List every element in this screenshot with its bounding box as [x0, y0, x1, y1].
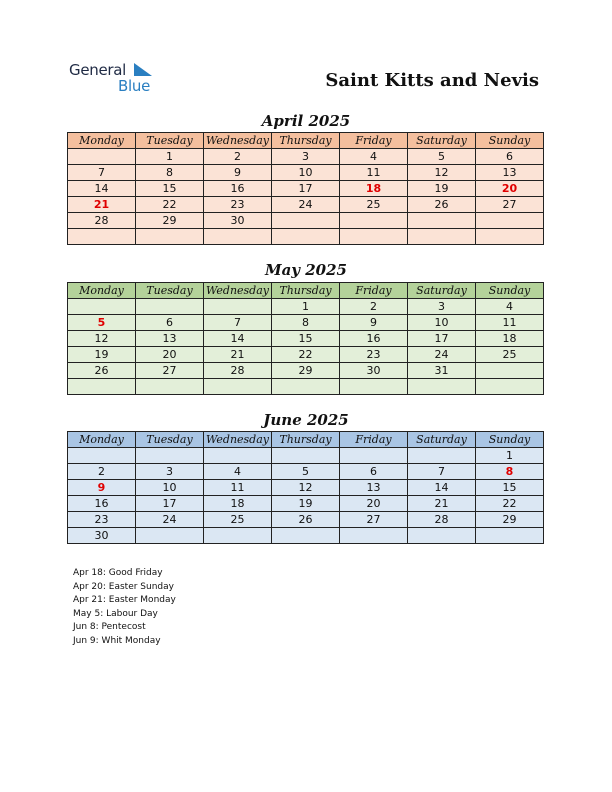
- day-cell: 24: [408, 347, 476, 363]
- day-cell: 22: [136, 197, 204, 213]
- week-row: [68, 347, 544, 363]
- weekday-header-friday: Friday: [340, 283, 408, 299]
- holiday-notes: [73, 567, 176, 648]
- day-cell: 17: [136, 496, 204, 512]
- day-cell: 27: [340, 512, 408, 528]
- day-cell: 6: [136, 315, 204, 331]
- day-cell: 7: [68, 165, 136, 181]
- weekday-header-saturday: Saturday: [408, 432, 476, 448]
- empty-day-cell: [408, 229, 476, 245]
- week-row: [68, 197, 544, 213]
- day-cell: 22: [272, 347, 340, 363]
- day-cell: 18: [476, 331, 544, 347]
- week-row: [68, 379, 544, 395]
- day-cell: 18: [340, 181, 408, 197]
- day-cell: 16: [68, 496, 136, 512]
- empty-day-cell: [204, 528, 272, 544]
- day-cell: 25: [340, 197, 408, 213]
- holiday-note: Jun 9: Whit Monday: [73, 635, 161, 646]
- week-row: [68, 448, 544, 464]
- day-cell: 3: [408, 299, 476, 315]
- empty-day-cell: [68, 299, 136, 315]
- day-cell: 21: [68, 197, 136, 213]
- generalblue-logo: [69, 61, 159, 97]
- day-cell: 26: [272, 512, 340, 528]
- day-cell: 9: [68, 480, 136, 496]
- day-cell: 17: [272, 181, 340, 197]
- day-cell: 4: [204, 464, 272, 480]
- day-cell: 13: [340, 480, 408, 496]
- day-cell: 14: [204, 331, 272, 347]
- day-cell: 8: [476, 464, 544, 480]
- day-cell: 13: [476, 165, 544, 181]
- day-cell: 3: [136, 464, 204, 480]
- day-cell: 21: [408, 496, 476, 512]
- day-cell: 2: [340, 299, 408, 315]
- weekday-header-monday: Monday: [68, 283, 136, 299]
- week-row: [68, 213, 544, 229]
- day-cell: 14: [408, 480, 476, 496]
- day-cell: 12: [68, 331, 136, 347]
- empty-day-cell: [476, 213, 544, 229]
- week-row: [68, 464, 544, 480]
- weekday-header-thursday: Thursday: [272, 283, 340, 299]
- empty-day-cell: [476, 528, 544, 544]
- weekday-header-monday: Monday: [68, 432, 136, 448]
- empty-day-cell: [204, 299, 272, 315]
- day-cell: 15: [476, 480, 544, 496]
- day-cell: 28: [204, 363, 272, 379]
- empty-day-cell: [136, 379, 204, 395]
- calendar-may: [67, 282, 544, 395]
- day-cell: 31: [408, 363, 476, 379]
- day-cell: 1: [136, 149, 204, 165]
- day-cell: 11: [476, 315, 544, 331]
- empty-day-cell: [476, 229, 544, 245]
- day-cell: 19: [272, 496, 340, 512]
- week-row: [68, 229, 544, 245]
- week-row: [68, 149, 544, 165]
- empty-day-cell: [136, 528, 204, 544]
- week-row: [68, 315, 544, 331]
- day-cell: 5: [68, 315, 136, 331]
- empty-day-cell: [340, 229, 408, 245]
- week-row: [68, 299, 544, 315]
- day-cell: 29: [476, 512, 544, 528]
- empty-day-cell: [272, 229, 340, 245]
- weekday-header-tuesday: Tuesday: [136, 133, 204, 149]
- day-cell: 23: [204, 197, 272, 213]
- day-cell: 26: [408, 197, 476, 213]
- day-cell: 1: [476, 448, 544, 464]
- day-cell: 24: [272, 197, 340, 213]
- weekday-header-sunday: Sunday: [476, 133, 544, 149]
- day-cell: 19: [408, 181, 476, 197]
- day-cell: 9: [340, 315, 408, 331]
- day-cell: 5: [272, 464, 340, 480]
- day-cell: 22: [476, 496, 544, 512]
- day-cell: 16: [340, 331, 408, 347]
- day-cell: 20: [136, 347, 204, 363]
- empty-day-cell: [204, 229, 272, 245]
- month-title-may: May 2025: [264, 261, 347, 279]
- weekday-header-sunday: Sunday: [476, 432, 544, 448]
- empty-day-cell: [136, 229, 204, 245]
- day-cell: 17: [408, 331, 476, 347]
- day-cell: 12: [408, 165, 476, 181]
- week-row: [68, 512, 544, 528]
- day-cell: 11: [204, 480, 272, 496]
- month-title-april: April 2025: [261, 112, 351, 130]
- day-cell: 19: [68, 347, 136, 363]
- day-cell: 7: [408, 464, 476, 480]
- empty-day-cell: [272, 213, 340, 229]
- weekday-header-tuesday: Tuesday: [136, 283, 204, 299]
- day-cell: 25: [476, 347, 544, 363]
- weekday-header-row: [68, 432, 544, 448]
- week-row: [68, 363, 544, 379]
- empty-day-cell: [204, 379, 272, 395]
- day-cell: 28: [68, 213, 136, 229]
- empty-day-cell: [272, 528, 340, 544]
- empty-day-cell: [136, 299, 204, 315]
- day-cell: 15: [272, 331, 340, 347]
- week-row: [68, 496, 544, 512]
- empty-day-cell: [340, 379, 408, 395]
- empty-day-cell: [68, 149, 136, 165]
- day-cell: 27: [476, 197, 544, 213]
- country-title: Saint Kitts and Nevis: [325, 70, 539, 91]
- day-cell: 23: [340, 347, 408, 363]
- month-title-june: June 2025: [263, 411, 349, 429]
- day-cell: 23: [68, 512, 136, 528]
- day-cell: 10: [272, 165, 340, 181]
- day-cell: 6: [476, 149, 544, 165]
- empty-day-cell: [408, 528, 476, 544]
- day-cell: 29: [272, 363, 340, 379]
- empty-day-cell: [136, 448, 204, 464]
- day-cell: 3: [272, 149, 340, 165]
- week-row: [68, 528, 544, 544]
- weekday-header-wednesday: Wednesday: [204, 133, 272, 149]
- week-row: [68, 480, 544, 496]
- weekday-header-row: [68, 133, 544, 149]
- day-cell: 21: [204, 347, 272, 363]
- empty-day-cell: [340, 528, 408, 544]
- empty-day-cell: [204, 448, 272, 464]
- empty-day-cell: [68, 229, 136, 245]
- weekday-header-monday: Monday: [68, 133, 136, 149]
- day-cell: 15: [136, 181, 204, 197]
- day-cell: 20: [476, 181, 544, 197]
- day-cell: 29: [136, 213, 204, 229]
- day-cell: 14: [68, 181, 136, 197]
- day-cell: 26: [68, 363, 136, 379]
- day-cell: 27: [136, 363, 204, 379]
- day-cell: 12: [272, 480, 340, 496]
- week-row: [68, 165, 544, 181]
- empty-day-cell: [68, 379, 136, 395]
- day-cell: 4: [340, 149, 408, 165]
- day-cell: 8: [272, 315, 340, 331]
- weekday-header-saturday: Saturday: [408, 133, 476, 149]
- weekday-header-friday: Friday: [340, 432, 408, 448]
- day-cell: 11: [340, 165, 408, 181]
- day-cell: 6: [340, 464, 408, 480]
- calendar-april: [67, 132, 544, 245]
- empty-day-cell: [340, 213, 408, 229]
- empty-day-cell: [340, 448, 408, 464]
- empty-day-cell: [408, 213, 476, 229]
- holiday-note: Apr 20: Easter Sunday: [73, 581, 174, 592]
- day-cell: 10: [408, 315, 476, 331]
- day-cell: 20: [340, 496, 408, 512]
- day-cell: 28: [408, 512, 476, 528]
- day-cell: 4: [476, 299, 544, 315]
- weekday-header-wednesday: Wednesday: [204, 432, 272, 448]
- day-cell: 5: [408, 149, 476, 165]
- holiday-note: Apr 18: Good Friday: [73, 568, 163, 578]
- calendar-june: [67, 431, 544, 544]
- logo-text-general: General: [69, 61, 127, 79]
- logo-text-blue: Blue: [118, 77, 150, 95]
- weekday-header-sunday: Sunday: [476, 283, 544, 299]
- day-cell: 10: [136, 480, 204, 496]
- logo-triangle-icon: [134, 63, 154, 77]
- empty-day-cell: [68, 448, 136, 464]
- day-cell: 9: [204, 165, 272, 181]
- weekday-header-tuesday: Tuesday: [136, 432, 204, 448]
- day-cell: 30: [68, 528, 136, 544]
- weekday-header-friday: Friday: [340, 133, 408, 149]
- empty-day-cell: [272, 448, 340, 464]
- day-cell: 2: [204, 149, 272, 165]
- empty-day-cell: [272, 379, 340, 395]
- week-row: [68, 331, 544, 347]
- day-cell: 30: [204, 213, 272, 229]
- weekday-header-saturday: Saturday: [408, 283, 476, 299]
- weekday-header-thursday: Thursday: [272, 133, 340, 149]
- holiday-note: Jun 8: Pentecost: [73, 622, 146, 632]
- empty-day-cell: [408, 448, 476, 464]
- weekday-header-row: [68, 283, 544, 299]
- holiday-note: Apr 21: Easter Monday: [73, 595, 176, 605]
- empty-day-cell: [476, 379, 544, 395]
- empty-day-cell: [476, 363, 544, 379]
- day-cell: 2: [68, 464, 136, 480]
- day-cell: 7: [204, 315, 272, 331]
- week-row: [68, 181, 544, 197]
- day-cell: 24: [136, 512, 204, 528]
- day-cell: 1: [272, 299, 340, 315]
- empty-day-cell: [408, 379, 476, 395]
- weekday-header-thursday: Thursday: [272, 432, 340, 448]
- day-cell: 18: [204, 496, 272, 512]
- day-cell: 13: [136, 331, 204, 347]
- day-cell: 30: [340, 363, 408, 379]
- weekday-header-wednesday: Wednesday: [204, 283, 272, 299]
- holiday-note: May 5: Labour Day: [73, 608, 158, 619]
- day-cell: 16: [204, 181, 272, 197]
- day-cell: 25: [204, 512, 272, 528]
- day-cell: 8: [136, 165, 204, 181]
